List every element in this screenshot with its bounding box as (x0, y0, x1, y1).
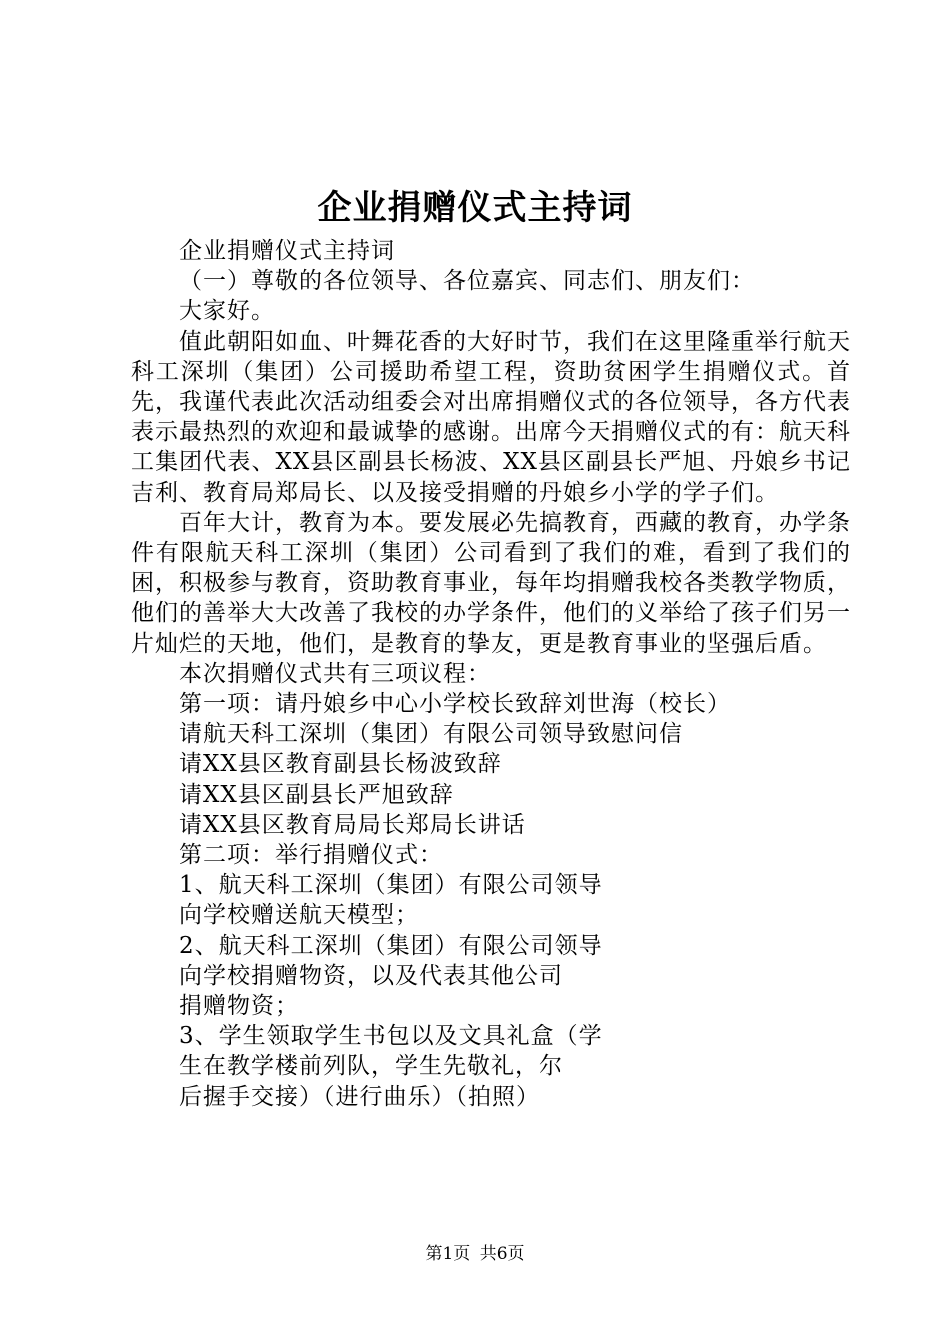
agenda-item-1: 第一项：请丹娘乡中心小学校长致辞刘世海（校长） (179, 691, 731, 718)
agenda-item-2-1-cont: 向学校赠送航天模型； (179, 902, 419, 929)
agenda-item-2-3: 3、学生领取学生书包以及文具礼盒（学 (179, 1023, 603, 1050)
agenda-item-2-2-cont2: 捐赠物资； (179, 993, 299, 1020)
page-total: 共6页 (479, 1244, 525, 1264)
paragraph-education: 百年大计，教育为本。要发展必先搞教育，西藏的教育，办学条件有限航天科工深圳（集团）公司看到了我们的难，看到了我们的困，积极参与教育，资助教育事业，每年均捐赠我校各类教学物质，他们的善举大大改善了我校的办学条件，他们的义举给了孩子们另一片灿烂的天地，他们，是教育的挚友，更是教育事业的坚强后盾。 (131, 509, 851, 657)
agenda-item-1b: 请XX县区教育副县长杨波致辞 (179, 751, 502, 778)
paragraph-agenda-intro: 本次捐赠仪式共有三项议程： (179, 660, 491, 687)
agenda-item-2: 第二项：举行捐赠仪式： (179, 842, 443, 869)
agenda-item-1a: 请航天科工深圳（集团）有限公司领导致慰问信 (179, 721, 683, 748)
paragraph-greeting: 大家好。 (179, 298, 275, 325)
paragraph-opening: 值此朝阳如血、叶舞花香的大好时节，我们在这里隆重举行航天科工深圳（集团）公司援助希望工程，资助贫困学生捐赠仪式。首先，我谨代表此次活动组委会对出席捐赠仪式的各位领导，各方代表表示最热烈的欢迎和最诚挚的感谢。出席今天捐赠仪式的有：航天科工集团代表、XX县区副县长杨波、XX县区副县长严旭、丹娘乡书记吉利、教育局郑局长、以及接受捐赠的丹娘乡小学的学子们。 (131, 328, 851, 506)
agenda-item-2-2-cont: 向学校捐赠物资，以及代表其他公司 (179, 962, 563, 989)
document-body (131, 236, 851, 1112)
page-number: 第1页 (425, 1244, 471, 1264)
agenda-item-1d: 请XX县区教育局局长郑局长讲话 (179, 811, 526, 838)
paragraph-heading: 企业捐赠仪式主持词 (179, 238, 395, 264)
agenda-item-2-1: 1、航天科工深圳（集团）有限公司领导 (179, 872, 603, 899)
paragraph-salutation: （一）尊敬的各位领导、各位嘉宾、同志们、朋友们： (179, 268, 755, 295)
agenda-item-2-3-cont: 生在教学楼前列队，学生先敬礼，尔 (179, 1053, 563, 1080)
page-footer (0, 1242, 950, 1266)
agenda-item-2-3-cont2: 后握手交接）（进行曲乐）（拍照） (179, 1083, 540, 1110)
agenda-item-1c: 请XX县区副县长严旭致辞 (179, 781, 454, 808)
document-title: 企业捐赠仪式主持词 (317, 188, 633, 228)
agenda-item-2-2: 2、航天科工深圳（集团）有限公司领导 (179, 932, 603, 959)
